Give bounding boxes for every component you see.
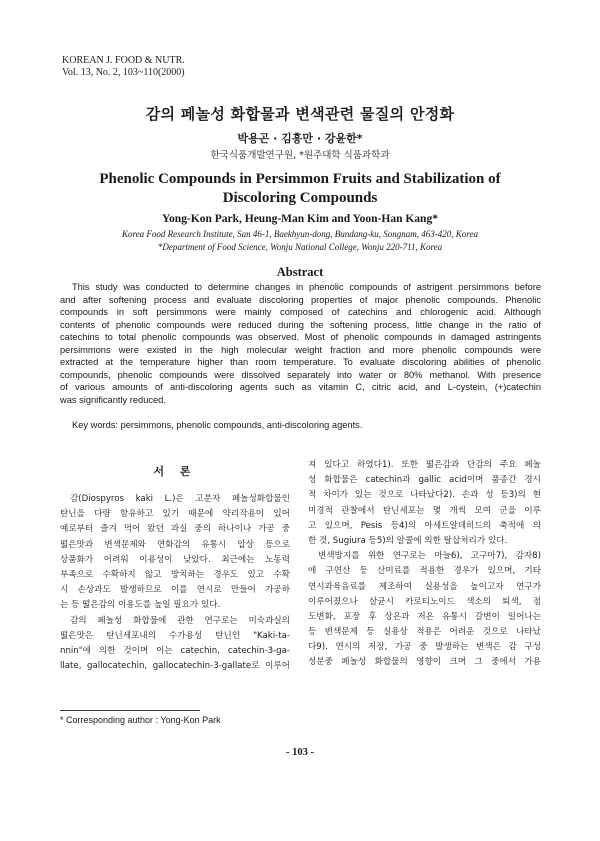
english-title-line: Discoloring Compounds [222, 190, 378, 206]
body-line: 예로부터 즐겨 먹어 왔던 과실 중의 하나이나 가공 중 [60, 524, 290, 535]
body-line: 감의 페놀성 화합물에 관한 연구로는 미숙과실의 [70, 615, 290, 626]
abstract-heading: Abstract [276, 265, 324, 279]
body-line: 는 등 떫은감의 이용도를 높일 필요가 있다. [60, 600, 221, 611]
body-line: 상품화가 어려워 이용성이 낮았다. 최근에는 노동력 [60, 554, 290, 565]
abstract-line: extracted at the temperature higher than room temperature. To evaluate discoloring abilities of phenolic [60, 357, 541, 367]
abstract-line: compounds, phenolic compounds were dissolved separately into water or 80% methanol. With presence [60, 369, 541, 380]
abstract-line: was significantly reduced. [60, 394, 166, 405]
abstract-line: This study was conducted to determine changes in phenolic compounds of astrigent persimmons before [72, 282, 541, 292]
keywords: Key words: persimmons, phenolic compounds, anti-discoloring agents. [72, 420, 363, 430]
korean-title: 감의 페놀성 화합물과 변색관련 물질의 안정화 [145, 105, 455, 123]
body-line: 에 구연산 등 산미료를 적용한 경우가 있으며, 기타 [308, 566, 541, 577]
body-line: 시 손상과도 발생하므로 이를 연시로 만들어 가공하 [60, 585, 290, 596]
body-line: 떫은맛은 탄닌세포내의 수가용성 탄닌인 "Kaki-ta- [60, 630, 290, 641]
body-line: 이루어졌으나 살균시 카로티노이드 색소의 퇴색, 점 [308, 596, 541, 607]
journal-volume: Vol. 13, No. 2, 103~110(2000) [62, 67, 185, 78]
body-line: 미경적 관찰에서 탄닌세포는 몇 개씩 모여 군을 이루 [308, 505, 541, 516]
body-line: 고 있으며, Pesis 등4)의 아세트알데히드의 축적에 의 [308, 520, 541, 531]
english-title [60, 170, 540, 208]
body-line: 도변화, 포장 후 상온과 저온 유통시 갈변이 일어나는 [308, 611, 541, 622]
body-line: 연시과육음료를 제조하여 실용성을 높이고자 연구가 [308, 581, 541, 592]
body-line: 다9). 연시의 저장, 가공 중 발생하는 변색은 감 구성 [308, 642, 541, 653]
abstract-line: persimmons were existed in the high molecular weight fraction and more phenolic compounds were [60, 344, 541, 355]
page-number: - 103 - [286, 747, 314, 758]
body-line: 변색방지를 위한 연구로는 마늘6), 고구마7), 감자8) [318, 551, 541, 562]
body-line: 등 변색문제 등 실용상 적용은 어려운 것으로 나타났 [308, 627, 541, 638]
english-authors: Yong-Kon Park, Heung-Man Kim and Yoon-Han Kang* [162, 213, 438, 225]
english-affiliation-1: Korea Food Research Institute, San 46-1, Baekhyun-dong, Bundang-ku, Songnam, 463-420, Korea [122, 229, 478, 239]
body-line: llate, gallocatechin, gallocatechin-3-gallate로 이루어 [60, 661, 290, 672]
body-line: 져 있다고 하였다1). 또한 떫은감과 단감의 주요 페놀 [308, 460, 541, 470]
abstract-line: of various amounts of anti-discoloring agents such as vitamin C, citric acid, and L-cystein, (+)catechin [60, 382, 541, 392]
korean-affiliation: 한국식품개발연구원, *원주대학 식품과학과 [210, 150, 390, 161]
body-line: 적 차이가 있는 것으로 나타났다2). 손과 성 등3)의 현 [308, 490, 541, 501]
english-affiliation-2: *Department of Food Science, Wonju National College, Wonju 220-711, Korea [157, 242, 443, 252]
body-line: 성분중 페놀성 화합물의 영향이 크며 그 중에서 가용 [308, 657, 541, 668]
body-line: 한 것, Sugiura 등5)의 알콜에 의한 탈삽처리가 있다. [308, 535, 508, 546]
right-column [308, 458, 541, 671]
footnote-divider [60, 710, 200, 711]
left-column [60, 492, 290, 674]
journal-header [62, 55, 185, 79]
section-heading-introduction: 서 론 [153, 465, 197, 478]
body-line: 부족으로 수확하지 않고 방치하는 경우도 있고 수확 [60, 569, 290, 580]
abstract-line: and after softening process and evaluate discoloring properties of major phenolic compounds. Phenolic [60, 294, 541, 305]
abstract-body [60, 281, 541, 406]
journal-name: KOREAN J. FOOD & NUTR. [62, 55, 185, 66]
korean-authors: 박용곤 · 김흥만 · 강윤한* [237, 132, 363, 145]
abstract-line: compounds in soft persimmons were mainly composed of catechins and chlorogenic acid. Although [60, 307, 541, 317]
abstract-line: contents of phenolic compounds were reduced during the softening process, little change in the ratio of [60, 319, 541, 330]
body-line: 감(Diospyros kaki L.)은 고분자 페놀성화합물인 [70, 494, 290, 504]
english-title-line: Phenolic Compounds in Persimmon Fruits and Stabilization of [99, 171, 501, 187]
body-line: 성 화합물은 catechin과 gallic acid이며 품종간 경시 [308, 475, 541, 486]
body-line: 떫은맛과 변색문제와 연화감의 유통시 압상 등으로 [60, 539, 290, 550]
footnote-corresponding-author: * Corresponding author : Yong-Kon Park [60, 715, 221, 725]
body-line: nnin"에 의한 것이며 이는 catechin, catechin-3-ga- [60, 645, 290, 656]
body-line: 탄닌을 다량 함유하고 있기 때문에 약리작용이 있어 [60, 509, 290, 520]
abstract-line: catechins to total phenolic compounds was observed. Most of phenolic compounds in damaged astringents [60, 332, 541, 342]
